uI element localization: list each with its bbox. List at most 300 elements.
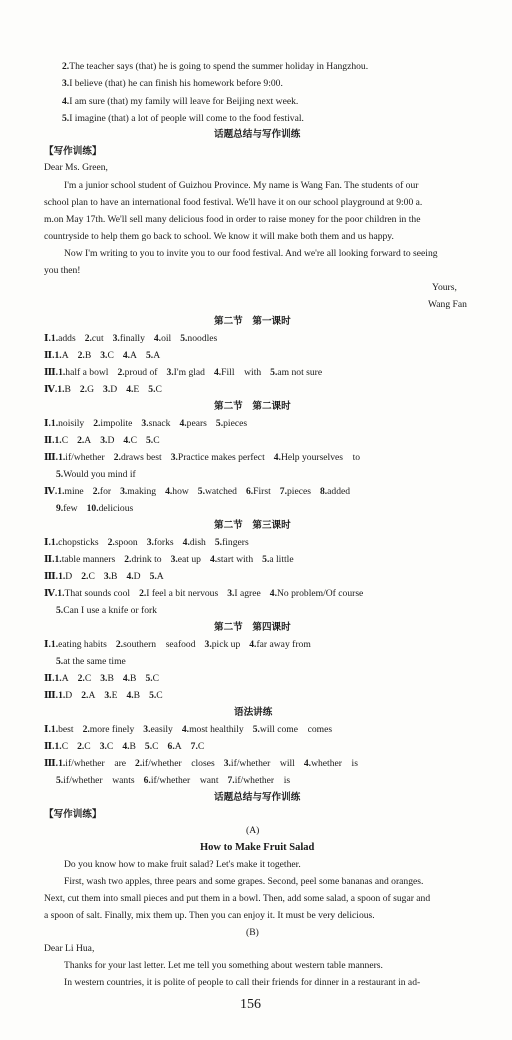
answer-text: fingers <box>222 537 249 548</box>
part-a-title: How to Make Fruit Salad <box>200 842 315 853</box>
answer-item <box>126 690 140 701</box>
answer-text: B <box>107 673 114 684</box>
item-number: 5. <box>270 367 278 378</box>
part-a-line: Do you know how to make fruit salad? Let's make it together. <box>64 859 301 870</box>
answer-item <box>262 554 293 565</box>
item-number: 2. <box>77 435 85 446</box>
answer-text: half a bowl <box>65 367 109 378</box>
item-number: 1. <box>58 690 66 701</box>
answer-text: if/whether closes <box>142 758 215 769</box>
item-number: 6. <box>245 486 254 497</box>
answer-item <box>215 537 249 548</box>
part-a-line: First, wash two apples, three pears and some grapes. Second, peel some bananas and oranges. <box>64 876 424 887</box>
item-number: 2. <box>93 418 101 429</box>
answer-item <box>135 758 215 769</box>
answer-text: B <box>64 384 71 395</box>
answer-item <box>280 486 311 497</box>
answer-item <box>179 418 206 429</box>
answer-text: forks <box>153 537 174 548</box>
answer-text: chopsticks <box>58 537 99 548</box>
item-number: 5. <box>56 775 64 786</box>
page-number: 156 <box>240 997 261 1012</box>
part-b-label: (B) <box>246 927 259 938</box>
part-b-greeting: Dear Li Hua, <box>44 943 95 954</box>
answer-text: C <box>152 673 160 684</box>
answer-text: oil <box>161 333 172 344</box>
answer-item <box>44 435 68 446</box>
answer-text: C <box>61 741 69 752</box>
answer-text: pieces <box>286 486 311 497</box>
roman-numeral: Ⅰ. <box>44 418 51 429</box>
answer-text: making <box>127 486 157 497</box>
answer-item <box>270 588 364 599</box>
answer-item <box>123 350 137 361</box>
answer-text: added <box>327 486 351 497</box>
item-number: 1. <box>54 350 62 361</box>
item-number: 4. <box>179 418 187 429</box>
item-number: 2. <box>77 350 85 361</box>
answer-item <box>150 571 164 582</box>
answer-item <box>198 486 237 497</box>
answer-item <box>80 384 94 395</box>
item-number: 3. <box>100 673 108 684</box>
answer-text: A <box>61 350 69 361</box>
item-number: 3. <box>100 350 108 361</box>
answer-text: Help yourselves to <box>280 452 361 463</box>
answer-item <box>147 537 174 548</box>
answer-text: E <box>111 690 118 701</box>
answer-item <box>108 537 138 548</box>
item-number: 5. <box>149 571 157 582</box>
answer-text: C <box>155 384 162 395</box>
item-number: 1. <box>50 333 59 344</box>
answer-text: drink to <box>131 554 162 565</box>
item-number: 4. <box>122 741 130 752</box>
answer-item <box>77 741 91 752</box>
answer-text: will come comes <box>259 724 333 735</box>
roman-numeral: Ⅳ. <box>44 486 58 497</box>
item-number: 2. <box>113 452 121 463</box>
letter-line: m.on May 17th. We'll sell many delicious food in order to raise money for the poor children in the <box>44 214 421 225</box>
item-number: 3. <box>143 724 151 735</box>
item-number: 4. <box>165 486 173 497</box>
answer-item <box>56 775 135 786</box>
answer-item <box>113 333 145 344</box>
answer-item <box>104 690 117 701</box>
section-heading-summary-1: 话题总结与写作训练 <box>214 129 301 140</box>
answer-row <box>44 555 294 565</box>
roman-numeral: Ⅰ. <box>44 639 51 650</box>
item-number: 3. <box>170 452 178 463</box>
item-number: 7. <box>279 486 287 497</box>
item-number: 4. <box>126 571 134 582</box>
item-number: 10. <box>86 503 99 514</box>
answer-item <box>171 452 265 463</box>
answer-row <box>44 334 217 344</box>
answer-item <box>253 724 332 735</box>
answer-item <box>214 367 261 378</box>
item-number: 2. <box>124 554 132 565</box>
answer-row <box>44 725 332 735</box>
item-number: 5. <box>149 690 157 701</box>
answer-text: C <box>130 435 137 446</box>
answer-text: if/whether are <box>65 758 127 769</box>
item-number: 5. <box>145 673 153 684</box>
item-number: 1. <box>57 486 65 497</box>
answer-text: I feel a bit nervous <box>146 588 219 599</box>
answer-text: a little <box>269 554 294 565</box>
answer-text: No problem/Of course <box>276 588 364 599</box>
item-number: 2. <box>92 486 100 497</box>
answer-item <box>182 724 244 735</box>
item-number: 4. <box>122 350 131 361</box>
answer-text: far away from <box>256 639 311 650</box>
answer-item <box>249 639 311 650</box>
answer-item <box>126 384 139 395</box>
answer-item <box>227 588 261 599</box>
answer-text: Can I use a knife or fork <box>63 605 157 616</box>
item-number: 2. <box>135 758 143 769</box>
answer-row <box>44 351 160 361</box>
answer-item <box>103 384 117 395</box>
item-number: 5. <box>148 384 156 395</box>
item-number: 3. <box>112 333 120 344</box>
answer-text: for <box>99 486 112 497</box>
answer-text: finally <box>119 333 145 344</box>
answer-row <box>44 691 163 701</box>
answer-row <box>56 470 136 480</box>
writing-label-1: 【写作训练】 <box>44 146 102 157</box>
answer-item <box>56 605 157 616</box>
answer-item <box>224 758 295 769</box>
item-number: 4. <box>181 724 190 735</box>
lesson-2-title: 第二节 第二课时 <box>214 401 291 412</box>
answer-item <box>116 639 196 650</box>
answer-text: eating habits <box>58 639 107 650</box>
item-number: 2. <box>81 571 89 582</box>
answer-text: C <box>156 690 163 701</box>
answer-item <box>304 758 358 769</box>
item-number: 4. <box>122 673 131 684</box>
item-number: 5. <box>56 605 64 616</box>
item-number: 2. <box>79 384 88 395</box>
answer-row <box>44 368 322 378</box>
answer-item <box>145 673 159 684</box>
writing-label-2: 【写作训练】 <box>44 809 102 820</box>
item-number: 2. <box>77 741 85 752</box>
answer-item <box>81 690 95 701</box>
item-number: 1. <box>57 588 65 599</box>
item-number: 4. <box>182 537 190 548</box>
answer-item <box>44 452 105 463</box>
item-number: 3. <box>100 435 108 446</box>
answer-text: A <box>153 350 161 361</box>
answer-row <box>44 589 363 599</box>
answer-item <box>44 741 68 752</box>
item-number: 5. <box>197 486 205 497</box>
answer-item <box>145 741 159 752</box>
answer-text: noisily <box>58 418 85 429</box>
part-a-line: a spoon of salt. Finally, mix them up. Then you can enjoy it. It must be very delicious. <box>44 910 375 921</box>
answer-text: B <box>133 690 141 701</box>
letter-line: you then! <box>44 265 81 276</box>
answer-item <box>114 452 162 463</box>
item-number: 3. <box>166 367 174 378</box>
roman-numeral: Ⅳ. <box>44 588 58 599</box>
item-number: 6. <box>143 775 151 786</box>
answer-text: if/whether want <box>150 775 219 786</box>
answer-text: C <box>61 435 69 446</box>
item-number: 1. <box>58 758 66 769</box>
letter-signature: Wang Fan <box>428 299 467 310</box>
answer-text: E <box>133 384 140 395</box>
item-number: 2. <box>77 673 85 684</box>
item-number: 2. <box>81 690 89 701</box>
answer-item <box>126 571 140 582</box>
letter-line: school plan to have an international food festival. We'll have it on our school playground at 9:00 a. <box>44 197 423 208</box>
answer-item <box>87 503 134 514</box>
lesson-4-title: 第二节 第四课时 <box>214 622 291 633</box>
answer-text: D <box>65 690 73 701</box>
answer-text: That sounds cool <box>64 588 131 599</box>
answer-item <box>139 588 218 599</box>
part-b-line: In western countries, it is polite of people to call their friends for dinner in a restaurant in ad- <box>64 977 421 988</box>
item-number: 5. <box>145 435 154 446</box>
item-number: 1. <box>54 554 62 565</box>
item-number: 1. <box>58 367 66 378</box>
answer-text: I agree <box>234 588 261 599</box>
sentence-5: 5.I imagine (that) a lot of people will come to the food festival. <box>62 113 304 124</box>
letter-greeting: Dear Ms. Green, <box>44 162 108 173</box>
answer-text: delicious <box>98 503 134 514</box>
answer-text: pieces <box>223 418 248 429</box>
item-number: 3. <box>103 384 111 395</box>
item-number: 1. <box>54 741 62 752</box>
answer-item <box>205 639 241 650</box>
sentence-4: 4.I am sure (that) my family will leave for Beijing next week. <box>62 96 299 107</box>
answer-text: C <box>88 571 95 582</box>
item-number: 5. <box>215 418 224 429</box>
answer-text: B <box>111 571 118 582</box>
answer-item <box>44 418 84 429</box>
item-number: 2. <box>84 333 92 344</box>
item-number: 3. <box>204 639 212 650</box>
answer-text: if/whether <box>65 452 105 463</box>
item-number: 1. <box>50 537 59 548</box>
answer-item <box>100 350 114 361</box>
answer-item <box>270 367 322 378</box>
letter-line: countryside to help them go back to school. We know it will make both them and us happy. <box>44 231 394 242</box>
item-number: 1. <box>54 435 62 446</box>
item-number: 1. <box>54 673 62 684</box>
answer-text: eat up <box>177 554 201 565</box>
roman-numeral: Ⅳ. <box>44 384 58 395</box>
answer-item <box>168 741 182 752</box>
sentence-2: 2.The teacher says (that) he is going to spend the summer holiday in Hangzhou. <box>62 61 369 72</box>
answer-row <box>44 487 350 497</box>
answer-text: at the same time <box>63 656 126 667</box>
answer-item <box>44 367 108 378</box>
part-a-label: (A) <box>246 825 260 836</box>
answer-item <box>141 418 170 429</box>
item-number: 5. <box>252 724 260 735</box>
answer-item <box>44 537 99 548</box>
answer-text: C <box>197 741 205 752</box>
answer-item <box>171 554 201 565</box>
answer-item <box>81 571 95 582</box>
answer-item <box>100 435 114 446</box>
part-b-line: Thanks for your last letter. Let me tell you something about western table manners. <box>64 960 383 971</box>
letter-line: I'm a junior school student of Guizhou Province. My name is Wang Fan. The students of our <box>64 180 419 191</box>
answer-item <box>44 486 84 497</box>
answer-item <box>146 350 160 361</box>
roman-numeral: Ⅲ. <box>44 367 59 378</box>
answer-item <box>44 758 126 769</box>
roman-numeral: Ⅱ. <box>44 554 55 565</box>
answer-item <box>149 690 163 701</box>
answer-item <box>93 418 132 429</box>
item-number: 4. <box>269 588 277 599</box>
answer-text: C <box>84 741 91 752</box>
answer-text: adds <box>58 333 76 344</box>
answer-item <box>83 724 135 735</box>
answer-item <box>44 350 69 361</box>
answer-text: A <box>130 350 137 361</box>
answer-text: if/whether wants <box>63 775 135 786</box>
lesson-1-title: 第二节 第一课时 <box>214 316 291 327</box>
answer-text: D <box>133 571 141 582</box>
item-number: 3. <box>146 537 154 548</box>
answer-text: spoon <box>114 537 138 548</box>
answer-item <box>143 724 173 735</box>
item-number: 4. <box>126 690 134 701</box>
item-number: 5. <box>180 333 188 344</box>
answer-item <box>44 571 72 582</box>
answer-text: G <box>87 384 95 395</box>
item-number: 4. <box>123 435 131 446</box>
item-number: 3. <box>227 588 235 599</box>
answer-item <box>44 639 107 650</box>
answer-item <box>44 724 74 735</box>
item-number: 1. <box>50 418 59 429</box>
item-number: 8. <box>319 486 328 497</box>
item-number: 2. <box>82 724 90 735</box>
answer-text: A <box>174 741 182 752</box>
answer-text: whether is <box>311 758 358 769</box>
answer-item <box>154 333 171 344</box>
answer-row <box>44 640 311 650</box>
item-number: 1. <box>57 384 65 395</box>
answer-text: Would you mind if <box>63 469 136 480</box>
item-number: 1. <box>58 571 66 582</box>
item-number: 4. <box>249 639 257 650</box>
answer-text: am not sure <box>277 367 323 378</box>
answer-text: I'm glad <box>173 367 205 378</box>
answer-text: table manners <box>61 554 116 565</box>
answer-row <box>44 385 162 395</box>
answer-item <box>183 537 206 548</box>
answer-item <box>56 469 136 480</box>
answer-item <box>93 486 111 497</box>
answer-text: cut <box>91 333 104 344</box>
answer-item <box>227 775 290 786</box>
answer-item <box>123 435 137 446</box>
answer-item <box>78 673 92 684</box>
answer-item <box>44 333 76 344</box>
item-number: 3. <box>170 554 178 565</box>
answer-text: C <box>152 741 159 752</box>
item-number: 3. <box>141 418 149 429</box>
item-number: 3. <box>223 758 231 769</box>
answer-item <box>122 741 136 752</box>
answer-row <box>44 419 247 429</box>
answer-text: A <box>61 673 69 684</box>
answer-text: A <box>88 690 96 701</box>
answer-text: most healthily <box>189 724 244 735</box>
answer-text: B <box>130 673 137 684</box>
answer-text: if/whether will <box>230 758 295 769</box>
answer-text: D <box>65 571 73 582</box>
answer-text: mine <box>64 486 84 497</box>
roman-numeral: Ⅲ. <box>44 758 59 769</box>
answer-item <box>100 673 114 684</box>
item-number: 5. <box>262 554 270 565</box>
answer-text: easily <box>150 724 173 735</box>
answer-row <box>56 504 133 514</box>
answer-row <box>44 759 358 769</box>
answer-item <box>166 367 205 378</box>
roman-numeral: Ⅲ. <box>44 571 59 582</box>
answer-text: proud of <box>124 367 158 378</box>
answer-row <box>44 674 159 684</box>
answer-item <box>210 554 253 565</box>
answer-item <box>56 503 78 514</box>
item-number: 3. <box>104 690 112 701</box>
roman-numeral: Ⅰ. <box>44 724 51 735</box>
item-number: 2. <box>115 639 124 650</box>
answer-text: best <box>58 724 74 735</box>
answer-item <box>320 486 350 497</box>
answer-item <box>77 435 91 446</box>
item-number: 1. <box>58 452 66 463</box>
answer-text: A <box>156 571 164 582</box>
answer-item <box>85 333 104 344</box>
answer-item <box>56 656 126 667</box>
item-number: 4. <box>209 554 218 565</box>
answer-row <box>56 606 157 616</box>
answer-row <box>44 572 164 582</box>
lesson-3-title: 第二节 第三课时 <box>214 520 291 531</box>
roman-numeral: Ⅱ. <box>44 435 55 446</box>
answer-text: few <box>63 503 78 514</box>
item-number: 2. <box>107 537 115 548</box>
item-number: 4. <box>273 452 281 463</box>
answer-text: draws best <box>120 452 162 463</box>
item-number: 4. <box>126 384 134 395</box>
item-number: 6. <box>167 741 175 752</box>
answer-text: Practice makes perfect <box>177 452 265 463</box>
answer-item <box>165 486 189 497</box>
answer-text: B <box>129 741 136 752</box>
answer-text: snack <box>148 418 171 429</box>
item-number: 7. <box>227 775 235 786</box>
roman-numeral: Ⅲ. <box>44 452 59 463</box>
answer-item <box>44 673 69 684</box>
item-number: 4. <box>213 367 222 378</box>
item-number: 2. <box>139 588 147 599</box>
roman-numeral: Ⅱ. <box>44 741 55 752</box>
answer-text: if/whether is <box>234 775 291 786</box>
